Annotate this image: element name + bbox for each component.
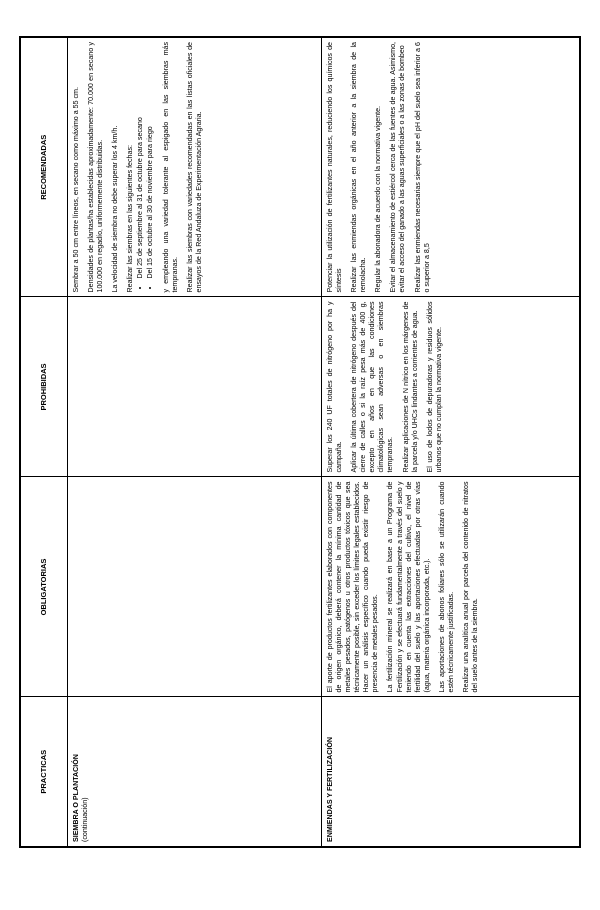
prohibidas-cell (322, 297, 581, 477)
bullet-list (136, 42, 155, 293)
text-paragraph: Superar los 240 UF totales de nitrógeno por ha y campaña. (326, 301, 344, 473)
recomendadas-cell (322, 37, 581, 297)
text-paragraph: El aporte de productos fertilizantes elaborados con componentes de origen orgánico, deberá contener la mínima cantidad de metales pesados, patógenos u otros productos tóxicos que sea técnicamente posible, sin exceder los límites legales establecidos. Hacer un análisis específico cuando pueda existir riesgo de presencia de metales pesados. (326, 481, 380, 693)
list-item: • Del 15 de octubre al 30 de noviembre para riego (146, 42, 155, 279)
text-paragraph: Realizar las siembras en las siguientes fechas: (126, 145, 135, 293)
practice-cell (68, 697, 322, 847)
header-row (20, 37, 68, 847)
table-row (322, 37, 581, 847)
header-practicas: PRACTICAS (20, 697, 68, 847)
obligatorias-cell (322, 477, 581, 697)
obligatorias-cell (68, 477, 322, 697)
practice-cell (322, 697, 581, 847)
recomendadas-cell (68, 37, 322, 297)
text-paragraph: Regular la abonadora de acuerdo con la normativa vigente. (374, 105, 383, 293)
text-paragraph: Realizar las siembras con variedades recomendadas en las listas oficiales de ensayos de la Red Andaluza de Experimentación Agraria. (185, 42, 203, 293)
text-paragraph: Sembrar a 50 cm entre líneos, en secano como máximo a 55 cm. (72, 87, 80, 293)
practice-subtitle: (continuación) (81, 797, 90, 842)
text-paragraph: y empleando una variedad tolerante al espigado en las siembras más tempranas. (161, 42, 179, 293)
practices-table (19, 36, 581, 848)
header-prohibidas: PROHIBIDAS (20, 297, 68, 477)
text-paragraph: Potenciar la utilización de fertilizantes naturales, reduciendo los químicos de síntesis (326, 42, 344, 293)
prohibidas-cell (68, 297, 322, 477)
text-paragraph: Densidades de plantas/ha establecidas aproximadamente: 70.000 en secano y 100.000 en regadío, uniformemente distribuidas. (87, 42, 105, 293)
text-paragraph: Evitar el almacenamiento de estiércol cerca de las fuentes de agua. Asimismo, evitar el acceso del ganado a las aguas superficiales o a las zonas de bombeo (389, 42, 407, 293)
list-item: • Del 25 de septiembre al 31 de octubre para secano (136, 42, 145, 279)
text-paragraph: Realizar las enmiendas orgánicas en el año anterior a la siembra de la remolacha. (350, 42, 368, 293)
practice-title: SIEMBRA O PLANTACIÓN (72, 754, 80, 842)
text-paragraph: Realizar aplicaciones de N nítrico en los márgenes de la parcela y/o UHCs lindantes a corrientes de agua. (401, 301, 419, 473)
text-paragraph: La fertilización mineral se realizará en base a un Programa de Fertilización y se efectuará fundamentalmente a través del suelo y teniendo en cuenta las extracciones del cultivo, el nivel de fertilidad del suelo y las aportaciones efectuadas por otras vías (agua, materia orgánica incorporada, etc.). (386, 481, 431, 693)
text-paragraph: La velocidad de siembra no debe superar los 4 km/h. (111, 125, 120, 293)
table-row (68, 37, 322, 847)
practice-title: ENMIENDAS Y FERTILIZACIÓN (326, 737, 334, 842)
text-paragraph: Realizar una analítica anual por parcela del contenido de nitratos del suelo antes de la siembra. (462, 481, 480, 693)
text-paragraph: El uso de lodos de depuradoras y residuos sólidos urbanos que no cumplan la normativa vigente. (425, 301, 443, 473)
text-paragraph: Realizar las enmiendas necesarias siempre que el pH del suelo sea inferior a 6 o superior a 8,5 (413, 42, 431, 293)
header-obligatorias: OBLIGATORIAS (20, 477, 68, 697)
text-paragraph: Las aportaciones de abonos foliares sólo se utilizarán cuando estén técnicamente justificadas. (437, 481, 455, 693)
header-recomendadas: RECOMENDADAS (20, 37, 68, 297)
rotated-page (19, 38, 581, 848)
text-paragraph: Aplicar la última cobertera de nitrógeno después del cierre de calles o si la raíz pesa más de 400 g, excepto en años en que las condiciones climatológicas sean adversas o en siembras tempranas. (350, 301, 395, 473)
